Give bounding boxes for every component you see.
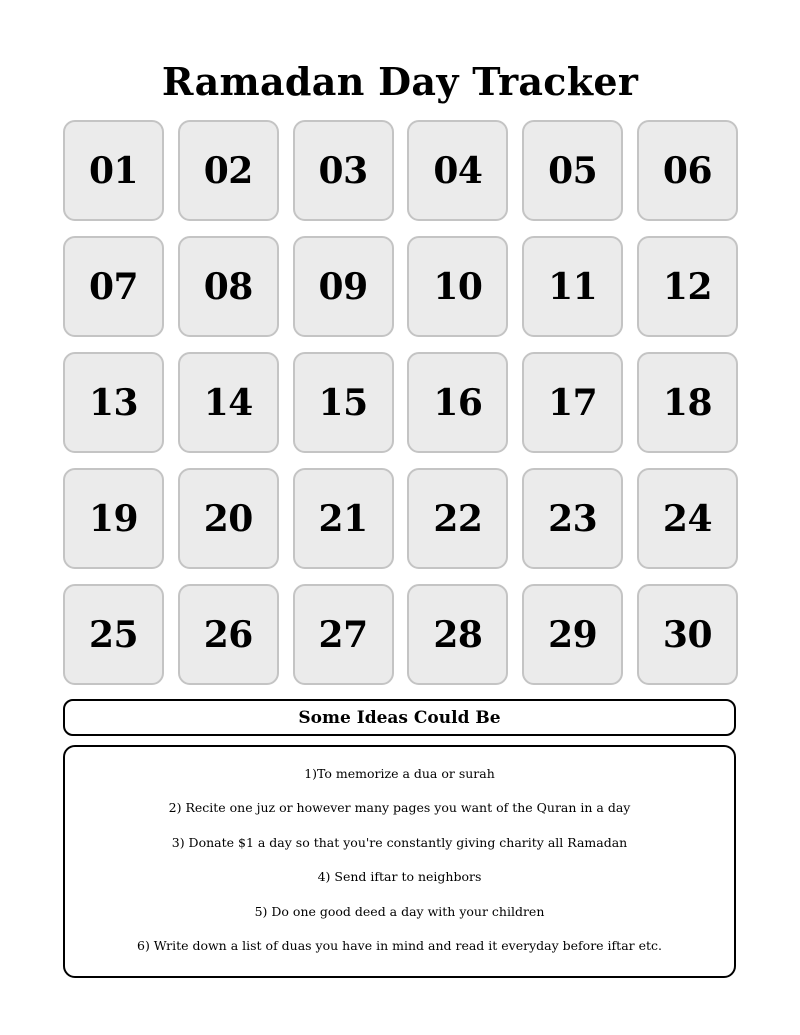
day-cell[interactable]	[522, 352, 623, 453]
day-number: 08	[203, 265, 253, 308]
day-cell[interactable]	[637, 468, 738, 569]
day-cell[interactable]	[178, 120, 279, 221]
day-cell[interactable]	[293, 468, 394, 569]
idea-item: 2) Recite one juz or however many pages you want of the Quran in a day	[168, 800, 631, 816]
day-cell[interactable]	[407, 352, 508, 453]
day-number: 24	[662, 497, 713, 540]
day-cell[interactable]	[178, 352, 279, 453]
day-cell[interactable]	[293, 352, 394, 453]
day-number: 18	[662, 381, 713, 424]
day-number: 22	[433, 497, 483, 540]
day-number: 07	[88, 265, 139, 308]
day-number: 03	[318, 149, 368, 192]
day-number: 11	[548, 265, 598, 308]
day-cell[interactable]	[293, 236, 394, 337]
day-cell[interactable]	[293, 584, 394, 685]
page-title: Ramadan Day Tracker	[161, 59, 639, 104]
day-number: 20	[203, 497, 253, 540]
day-number: 06	[662, 149, 713, 192]
day-number: 10	[433, 265, 483, 308]
ideas-box	[63, 745, 736, 978]
idea-item: 5) Do one good deed a day with your children	[254, 903, 545, 919]
day-cell[interactable]	[407, 468, 508, 569]
day-cell[interactable]	[63, 584, 164, 685]
day-number: 15	[318, 381, 368, 424]
day-number: 19	[88, 497, 139, 540]
day-number: 01	[88, 149, 139, 192]
day-cell[interactable]	[522, 584, 623, 685]
day-cell[interactable]	[637, 120, 738, 221]
day-number: 28	[433, 613, 483, 656]
day-number: 02	[203, 149, 253, 192]
day-number: 04	[433, 149, 483, 192]
idea-item: 1)To memorize a dua or surah	[304, 766, 495, 781]
day-cell[interactable]	[63, 120, 164, 221]
ideas-heading-box	[63, 699, 736, 736]
day-number: 16	[433, 381, 483, 424]
ideas-heading: Some Ideas Could Be	[298, 707, 501, 728]
idea-item: 6) Write down a list of duas you have in mind and read it everyday before iftar etc.	[137, 937, 662, 953]
day-cell[interactable]	[637, 236, 738, 337]
day-cell[interactable]	[522, 468, 623, 569]
idea-item: 3) Donate $1 a day so that you're constantly giving charity all Ramadan	[171, 834, 628, 850]
day-cell[interactable]	[637, 584, 738, 685]
day-cell[interactable]	[522, 236, 623, 337]
day-cell[interactable]	[63, 468, 164, 569]
day-number: 05	[548, 149, 598, 192]
day-number: 30	[662, 613, 713, 656]
ideas-list	[65, 765, 734, 971]
day-grid	[63, 120, 738, 685]
day-number: 29	[548, 613, 598, 656]
day-cell[interactable]	[178, 584, 279, 685]
day-cell[interactable]	[407, 584, 508, 685]
day-number: 13	[88, 381, 139, 424]
day-cell[interactable]	[178, 468, 279, 569]
day-cell[interactable]	[637, 352, 738, 453]
day-number: 26	[203, 613, 253, 656]
day-number: 27	[318, 613, 368, 656]
day-number: 14	[203, 381, 253, 424]
day-cell[interactable]	[522, 120, 623, 221]
day-cell[interactable]	[63, 352, 164, 453]
day-number: 21	[318, 497, 368, 540]
day-number: 17	[548, 381, 598, 424]
day-cell[interactable]	[63, 236, 164, 337]
day-number: 09	[318, 265, 368, 308]
day-cell[interactable]	[407, 236, 508, 337]
day-number: 12	[662, 265, 713, 308]
day-number: 23	[548, 497, 598, 540]
day-cell[interactable]	[293, 120, 394, 221]
day-number: 25	[88, 613, 139, 656]
day-cell[interactable]	[407, 120, 508, 221]
idea-item: 4) Send iftar to neighbors	[317, 869, 482, 885]
day-cell[interactable]	[178, 236, 279, 337]
